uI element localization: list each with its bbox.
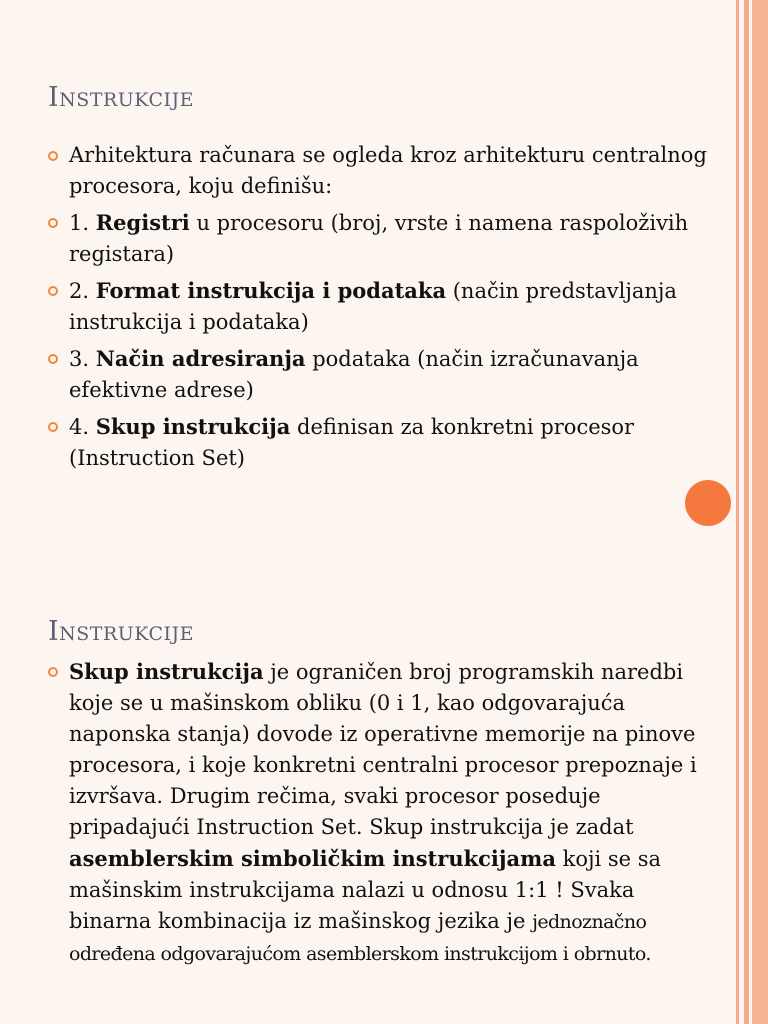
list-item: [48, 207, 718, 270]
decorative-stripe: [736, 0, 739, 1024]
bullet-text: definisan za konkretni procesor (Instruction Set): [69, 415, 635, 470]
bullet-number: 4.: [69, 415, 96, 439]
bullet-term: Skup instrukcija: [95, 414, 291, 439]
decorative-stripe: [752, 0, 768, 1024]
list-item: [48, 343, 718, 406]
bullet-ring-icon: [48, 286, 58, 296]
paragraph-text: je ograničen broj programskih naredbi koje se u mašinskom obliku (0 i 1, kao odgovarajuća naponska stanja) dovode iz operativne memorije na pinove procesora, i koje konkretni centralni procesor prepoznaje i izvršava. Drugim rečima, svaki procesor poseduje pripadajući Instruction Set. Skup instrukcija je zadat: [69, 660, 697, 839]
bullet-ring-icon: [48, 218, 58, 228]
bullet-term: Registri: [95, 210, 190, 235]
bullet-term: asemblerskim simboličkim instrukcijama: [69, 846, 556, 871]
bullet-list: [48, 656, 718, 975]
paragraph-text: koji se sa mašinskim instrukcijama nalazi u odnosu 1:1 ! Svaka binarna kombinacija iz mašinskog jezika je: [69, 847, 662, 933]
slide-2: [0, 560, 736, 1024]
bullet-ring-icon: [48, 151, 58, 161]
bullet-list: [48, 140, 718, 479]
bullet-term: Skup instrukcija: [69, 659, 264, 684]
bullet-text: Arhitektura računara se ogleda kroz arhitekturu centralnog procesora, koju definišu:: [69, 143, 707, 198]
bullet-number: 1.: [69, 211, 96, 235]
bullet-text: u procesoru (broj, vrste i namena raspoloživih registara): [69, 211, 689, 266]
bullet-number: 3.: [69, 347, 96, 371]
bullet-text: (način predstavljanja instrukcija i podataka): [69, 279, 677, 334]
paragraph-text: jednoznačno određena odgovarajućom asemblerskom instrukcijom i obrnuto.: [69, 911, 651, 965]
list-item: [48, 411, 718, 474]
bullet-number: 2.: [69, 279, 96, 303]
bullet-term: Format instrukcija i podataka: [95, 278, 447, 303]
slide-title: Instrukcije: [48, 82, 195, 113]
list-item: [48, 140, 718, 202]
list-item: [48, 656, 718, 970]
bullet-text: podataka (način izračunavanja efektivne adrese): [69, 347, 639, 402]
list-item: [48, 275, 718, 338]
slide-title: Instrukcije: [48, 616, 195, 647]
bullet-ring-icon: [48, 667, 58, 677]
bullet-term: Način adresiranja: [95, 346, 306, 371]
decorative-stripe: [744, 0, 749, 1024]
bullet-ring-icon: [48, 422, 58, 432]
bullet-ring-icon: [48, 354, 58, 364]
